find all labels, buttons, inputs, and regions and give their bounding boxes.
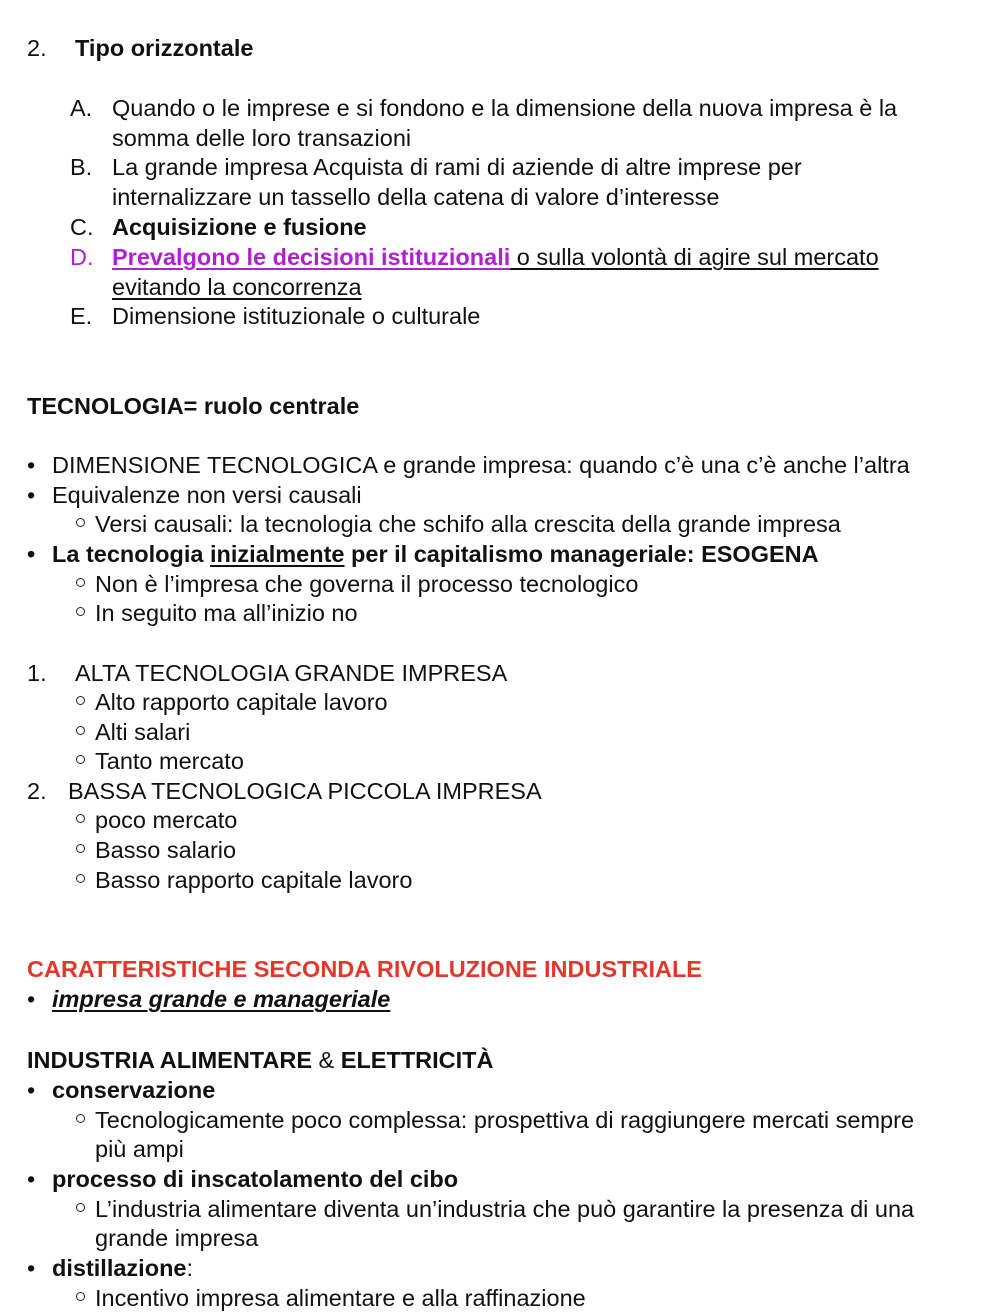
sub-bullet-text: L’industria alimentare diventa un’industria che può garantire la presenza di una xyxy=(95,1196,915,1222)
circle-bullet-icon xyxy=(76,696,85,705)
bullet-icon: • xyxy=(27,482,36,508)
list-item-text: Acquisizione e fusione xyxy=(112,214,367,240)
list-marker: C. xyxy=(70,214,94,240)
list-item-text: Dimensione istituzionale o culturale xyxy=(112,303,481,329)
bullet-icon: • xyxy=(27,986,36,1012)
list-item-text: somma delle loro transazioni xyxy=(112,125,412,151)
bullet-text: conservazione xyxy=(52,1077,216,1103)
number-marker: 1. xyxy=(27,660,47,686)
bullet-icon: • xyxy=(27,1166,36,1192)
highlighted-phrase: Prevalgono le decisioni istituzionali xyxy=(112,244,511,270)
bullet-icon: • xyxy=(27,452,36,478)
list-item-text xyxy=(112,242,879,272)
list-item-text: Quando o le imprese e si fondono e la dimensione della nuova impresa è la xyxy=(112,95,898,121)
sub-bullet-text: poco mercato xyxy=(95,807,238,833)
bullet-text: impresa grande e manageriale xyxy=(52,986,391,1012)
list-item-text: internalizzare un tassello della catena di valore d’interesse xyxy=(112,184,720,210)
section-heading: TECNOLOGIA= ruolo centrale xyxy=(27,393,360,419)
sub-bullet-text: Tecnologicamente poco complessa: prospettiva di raggiungere mercati sempre xyxy=(95,1107,915,1133)
sub-bullet-text: Tanto mercato xyxy=(95,748,244,774)
list-marker: A. xyxy=(70,95,93,121)
list-marker: B. xyxy=(70,154,93,180)
circle-bullet-icon xyxy=(76,755,85,764)
sub-bullet-text: Non è l’impresa che governa il processo tecnologico xyxy=(95,571,639,597)
sub-bullet-text: In seguito ma all’inizio no xyxy=(95,600,358,626)
sub-bullet-continuation: più ampi xyxy=(95,1136,184,1162)
circle-bullet-icon xyxy=(76,726,85,735)
numbered-text: ALTA TECNOLOGIA GRANDE IMPRESA xyxy=(75,660,508,686)
bullet-icon: • xyxy=(27,541,36,567)
section-number: 2. xyxy=(27,35,47,61)
underlined-word: inizialmente xyxy=(210,541,345,567)
circle-bullet-icon xyxy=(76,844,85,853)
circle-bullet-icon xyxy=(76,1292,85,1301)
bullet-icon: • xyxy=(27,1255,36,1281)
circle-bullet-icon xyxy=(76,607,85,616)
list-marker: D. xyxy=(70,244,94,270)
sub-bullet-text: Versi causali: la tecnologia che schifo alla crescita della grande impresa xyxy=(95,511,841,537)
list-marker: E. xyxy=(70,303,93,329)
bullet-text: distillazione: xyxy=(52,1255,194,1281)
number-marker: 2. xyxy=(27,778,47,804)
bullet-text: DIMENSIONE TECNOLOGICA e grande impresa: quando c’è una c’è anche l’altra xyxy=(52,452,910,478)
circle-bullet-icon xyxy=(76,814,85,823)
section-heading-red: CARATTERISTICHE SECONDA RIVOLUZIONE INDUSTRIALE xyxy=(27,956,702,982)
circle-bullet-icon xyxy=(76,578,85,587)
sub-bullet-text: Incentivo impresa alimentare e alla raffinazione xyxy=(95,1285,586,1311)
section-title: Tipo orizzontale xyxy=(75,35,254,61)
circle-bullet-icon xyxy=(76,518,85,527)
sub-bullet-text: Alto rapporto capitale lavoro xyxy=(95,689,388,715)
sub-bullet-text: Basso rapporto capitale lavoro xyxy=(95,867,413,893)
underlined-phrase: o sulla volontà di agire sul mercato xyxy=(510,244,879,270)
circle-bullet-icon xyxy=(76,1114,85,1123)
sub-bullet-text: Basso salario xyxy=(95,837,237,863)
circle-bullet-icon xyxy=(76,1203,85,1212)
circle-bullet-icon xyxy=(76,874,85,883)
list-item-text: evitando la concorrenza xyxy=(112,274,362,300)
bullet-text: processo di inscatolamento del cibo xyxy=(52,1166,459,1192)
numbered-text: BASSA TECNOLOGICA PICCOLA IMPRESA xyxy=(68,778,542,804)
section-heading: INDUSTRIA ALIMENTARE & ELETTRICITÀ xyxy=(27,1047,494,1073)
sub-bullet-text: Alti salari xyxy=(95,719,191,745)
bullet-icon: • xyxy=(27,1077,36,1103)
list-item-text: La grande impresa Acquista di rami di aziende di altre imprese per xyxy=(112,154,802,180)
bullet-text: Equivalenze non versi causali xyxy=(52,482,362,508)
sub-bullet-continuation: grande impresa xyxy=(95,1225,259,1251)
bullet-text: La tecnologia inizialmente per il capitalismo manageriale: ESOGENA xyxy=(52,541,819,567)
